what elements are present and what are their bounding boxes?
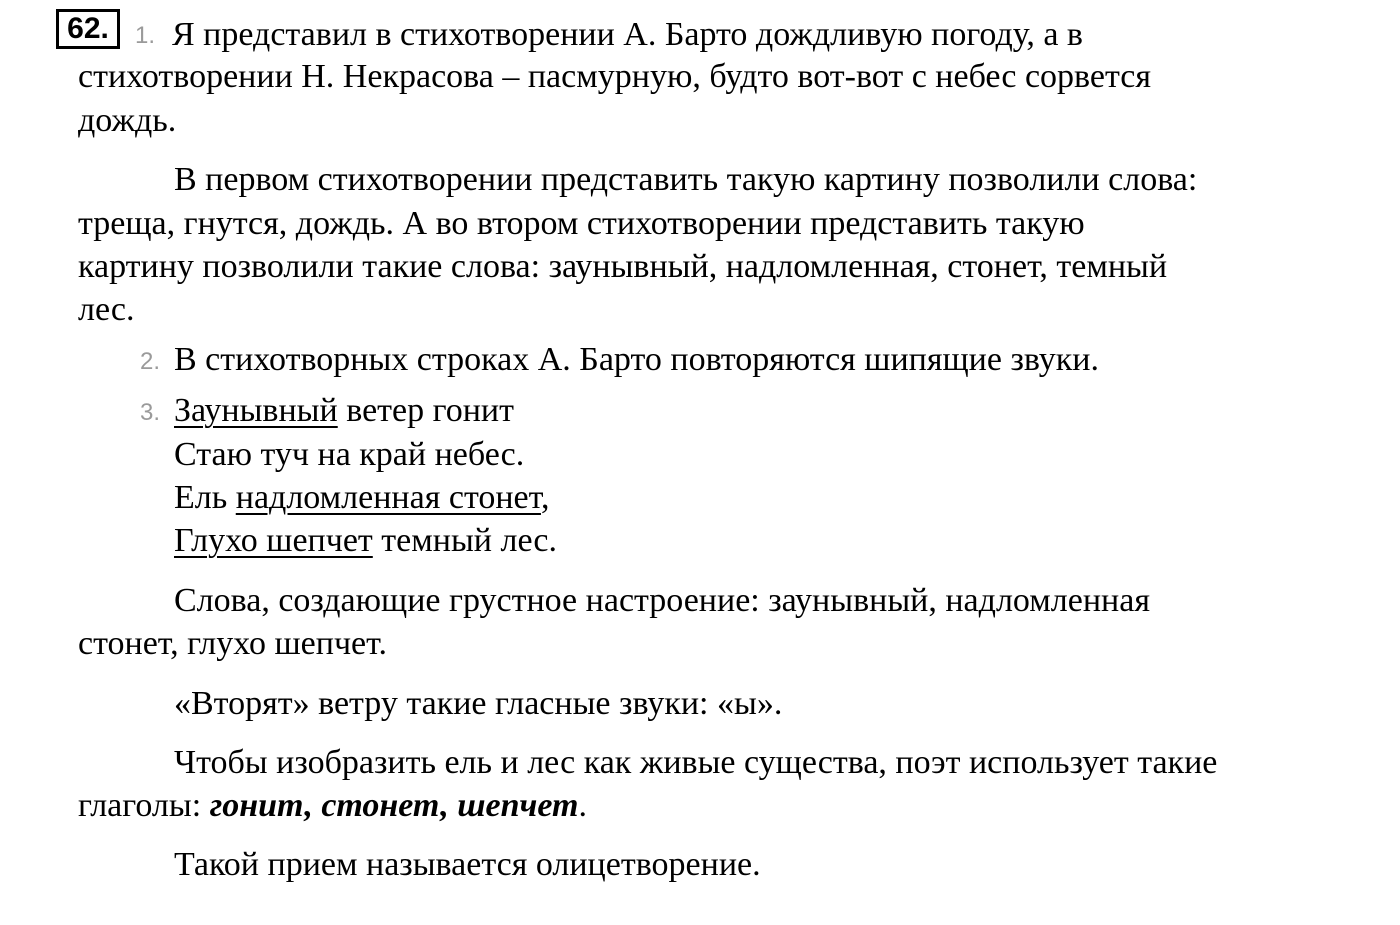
poem-text: ветер гонит <box>337 392 514 429</box>
item-number-1: 1. <box>135 22 156 49</box>
poem-text: , <box>540 479 550 516</box>
para6: Такой прием называется олицетворение. <box>174 846 761 883</box>
item-number-2: 2. <box>140 348 161 375</box>
para5-text: глаголы: <box>78 787 210 824</box>
poem-underlined-phrase: Глухо шепчет <box>174 522 373 559</box>
verbs-bold-italic: гонит, стонет, шепчет <box>209 787 579 824</box>
poem-text: Ель <box>174 479 236 516</box>
item-number-3: 3. <box>140 399 161 426</box>
poem-line-2: Стаю туч на край небес. <box>174 436 525 473</box>
poem-line-1 <box>174 391 514 431</box>
para1-line2: стихотворении Н. Некрасова – пасмурную, будто вот-вот с небес сорвется <box>78 58 1151 95</box>
para3-line2: стонет, глухо шепчет. <box>78 625 387 662</box>
para5-text: . <box>578 787 587 824</box>
para2-line1: В первом стихотворении представить такую картину позволили слова: <box>174 161 1198 198</box>
poem-underlined-phrase: надломленная стонет <box>235 479 541 516</box>
para5-line1: Чтобы изобразить ель и лес как живые существа, поэт использует такие <box>174 744 1218 781</box>
para5-line2 <box>78 786 587 826</box>
para2-line3: картину позволили такие слова: заунывный, надломленная, стонет, темный <box>78 248 1168 285</box>
poem-line-4 <box>174 521 557 561</box>
para1-line3: дождь. <box>78 102 177 139</box>
para2-line2: треща, гнутся, дождь. А во втором стихотворении представить такую <box>78 205 1085 242</box>
para4: «Вторят» ветру такие гласные звуки: «ы». <box>174 685 783 722</box>
para2-line4: лес. <box>78 291 135 328</box>
poem-underlined-word: Заунывный <box>174 392 338 429</box>
item2-text: В стихотворных строках А. Барто повторяются шипящие звуки. <box>174 341 1100 378</box>
poem-text: темный лес. <box>372 522 557 559</box>
para1-line1: Я представил в стихотворении А. Барто дождливую погоду, а в <box>172 16 1083 53</box>
exercise-number-box: 62. <box>56 9 120 49</box>
poem-line-3 <box>174 478 549 518</box>
para3-line1: Слова, создающие грустное настроение: заунывный, надломленная <box>174 582 1150 619</box>
